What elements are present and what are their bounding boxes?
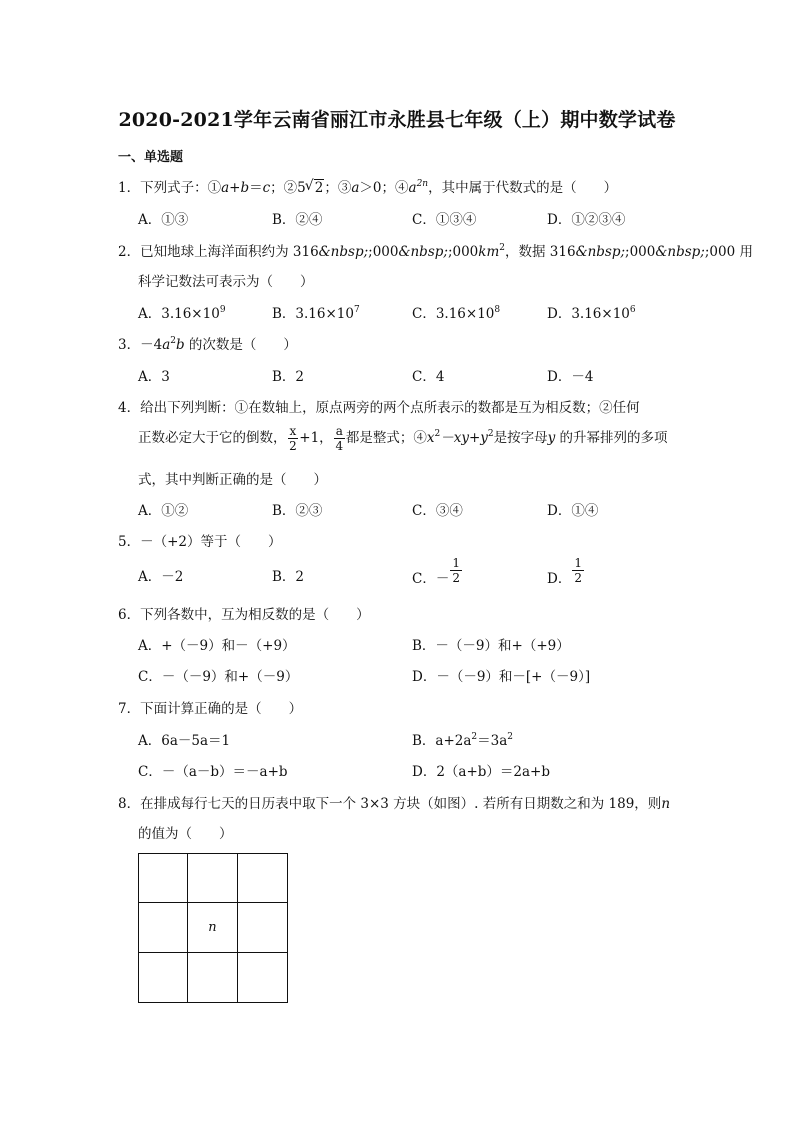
option-exp: 8 <box>494 305 501 315</box>
option-exp: 7 <box>353 305 360 315</box>
option-text: C．－ <box>412 571 450 587</box>
grid-cell-center: n <box>188 903 237 952</box>
q4-option-c[interactable]: C．③④ <box>412 503 463 519</box>
option-text: ＝3a <box>477 733 508 749</box>
q2-option-d[interactable] <box>547 302 636 322</box>
question-5 <box>118 530 282 550</box>
numerator: 1 <box>452 556 460 570</box>
plus-one: +1， <box>299 430 333 446</box>
question-text: 下列各数中，互为相反数的是（ ） <box>140 607 370 623</box>
circled-2: ② <box>283 180 298 196</box>
q6-option-c[interactable]: C．－（－9）和+（－9） <box>138 669 299 685</box>
question-4 <box>118 396 640 416</box>
option-exp: 9 <box>219 305 226 315</box>
equals-sign: ＝ <box>249 180 263 196</box>
question-4-line-2 <box>138 424 668 453</box>
q1-option-c[interactable]: C．①③④ <box>412 212 477 228</box>
q7-option-b[interactable] <box>412 729 513 749</box>
question-text: 的升幂排列的多项 <box>555 430 668 446</box>
q5-option-c[interactable] <box>412 556 463 585</box>
question-text: 给出下列判断：①在数轴上，原点两旁的两个点所表示的数都是互为相反数；②任何 <box>140 400 640 416</box>
exp: 2 <box>507 732 514 742</box>
question-3 <box>118 333 297 353</box>
q1-option-a[interactable]: A．①③ <box>138 212 189 228</box>
nbsp-entity: &nbsp; <box>575 244 626 260</box>
q3-option-d[interactable]: D．－4 <box>547 369 594 385</box>
q3-option-b[interactable]: B．2 <box>272 369 305 385</box>
question-text: ，数据 316 <box>505 244 576 260</box>
option-text: B．a+2a <box>412 733 472 749</box>
fraction-x-over-2 <box>288 424 299 453</box>
question-number: 1． <box>118 180 141 196</box>
number-part: ;000 <box>368 244 399 260</box>
section-heading: 一、单选题 <box>118 150 184 165</box>
expr-3-var: a <box>351 180 360 196</box>
nbsp-entity: &nbsp; <box>398 244 448 260</box>
denominator: 2 <box>452 571 460 585</box>
expr-2-coef: 5 <box>297 180 306 196</box>
unit-km: km <box>478 244 500 260</box>
expr-3-rel: ＞0 <box>359 180 382 196</box>
exp: 2 <box>471 732 478 742</box>
exp: 2 <box>170 336 176 346</box>
question-text: 是按字母 <box>493 430 548 446</box>
exam-title: 2020-2021学年云南省丽江市永胜县七年级（上）期中数学试卷 <box>118 109 676 131</box>
fraction-one-half <box>450 556 462 585</box>
fraction-a-over-4 <box>334 424 345 453</box>
q1-option-d[interactable]: D．①②③④ <box>547 212 626 228</box>
expr-1: a+b <box>221 180 250 196</box>
numerator: 1 <box>574 556 582 570</box>
question-number: 3． <box>118 337 141 353</box>
var-x: x <box>426 430 435 446</box>
exp: 2 <box>487 429 494 439</box>
grid-cell <box>139 953 188 1002</box>
calendar-3x3-grid <box>138 853 288 1003</box>
q4-option-a[interactable]: A．①② <box>138 503 189 519</box>
question-number: 4． <box>118 400 141 416</box>
q6-option-a[interactable]: A．+（－9）和－（+9） <box>138 638 296 654</box>
semicolon: ; <box>704 244 710 260</box>
separator: ； <box>270 180 284 196</box>
var-a: a <box>162 337 171 353</box>
number-part: ;000 <box>447 244 479 260</box>
grid-cell <box>139 854 188 903</box>
question-text: 都是整式；④ <box>345 430 427 446</box>
option-exp: 6 <box>629 305 636 315</box>
grid-cell <box>238 953 287 1002</box>
nbsp-entity: &nbsp; <box>318 244 369 260</box>
numerator: a <box>335 424 343 438</box>
option-text: A．3.16×10 <box>138 306 220 322</box>
expr-1-rhs: c <box>262 180 271 196</box>
q2-option-c[interactable] <box>412 302 500 322</box>
nbsp-entity: &nbsp; <box>655 244 705 260</box>
question-2-line-2: 科学记数法可表示为（ ） <box>138 274 314 290</box>
q1-option-b[interactable]: B．②④ <box>272 212 323 228</box>
var-y: y <box>547 430 556 446</box>
q2-option-a[interactable] <box>138 302 226 322</box>
expr-2-radicand: 2 <box>314 180 324 196</box>
coefficient: －4 <box>140 337 163 353</box>
question-1 <box>118 176 617 196</box>
circled-4: ④ <box>395 180 409 196</box>
denominator: 4 <box>335 439 344 453</box>
question-6 <box>118 603 370 623</box>
question-tail: ，其中属于代数式的是（ ） <box>428 180 618 196</box>
option-text: C．3.16×10 <box>412 306 495 322</box>
question-7 <box>118 697 302 717</box>
denominator: 2 <box>574 571 582 585</box>
question-text: 000 用 <box>709 244 753 260</box>
expr-4-base: a <box>408 180 417 196</box>
grid-cell <box>238 903 287 952</box>
numerator: x <box>289 424 297 438</box>
question-8 <box>118 792 670 812</box>
poly-terms: －xy+y <box>440 430 488 446</box>
q5-option-d[interactable] <box>547 556 585 585</box>
q4-option-b[interactable]: B．②③ <box>272 503 323 519</box>
q7-option-c[interactable]: C．－（a－b）＝－a+b <box>138 764 288 780</box>
q5-option-b[interactable]: B．2 <box>272 569 305 585</box>
sqrt-symbol <box>306 180 325 196</box>
option-text: D． <box>547 571 572 587</box>
fraction-one-half <box>572 556 584 585</box>
question-number: 7． <box>118 701 141 717</box>
q2-option-b[interactable] <box>272 302 360 322</box>
question-8-line-2: 的值为（ ） <box>138 826 233 842</box>
grid-cell <box>188 953 237 1002</box>
separator: ； <box>381 180 396 196</box>
question-number: 6． <box>118 607 141 623</box>
q3-option-c[interactable]: C．4 <box>412 369 445 385</box>
grid-cell <box>139 903 188 952</box>
question-text: 的次数是（ ） <box>184 337 297 353</box>
expr-4-exp: 2n <box>416 179 429 189</box>
unit-exp: 2 <box>499 243 505 253</box>
question-text: 下面计算正确的是（ ） <box>140 701 303 717</box>
q7-option-a[interactable]: A．6a－5a＝1 <box>138 733 231 749</box>
q6-option-d[interactable]: D．－（－9）和－[+（－9）] <box>412 669 591 685</box>
var-n: n <box>661 796 671 812</box>
question-text: －（+2）等于（ ） <box>140 534 282 550</box>
option-text: D．3.16×10 <box>547 306 630 322</box>
q3-option-a[interactable]: A．3 <box>138 369 170 385</box>
q6-option-b[interactable]: B．－（－9）和+（+9） <box>412 638 570 654</box>
question-2 <box>118 240 753 260</box>
question-text: 在排成每行七天的日历表中取下一个 3×3 方块（如图）. 若所有日期数之和为 189，则 <box>140 796 662 812</box>
q5-option-a[interactable]: A．－2 <box>138 569 184 585</box>
q7-option-d[interactable]: D．2（a+b）＝2a+b <box>412 764 551 780</box>
question-text: 已知地球上海洋面积约为 316 <box>140 244 319 260</box>
separator: ； <box>324 180 338 196</box>
question-text: 正数必定大于它的倒数， <box>138 430 287 446</box>
q4-option-d[interactable]: D．①④ <box>547 503 599 519</box>
denominator: 2 <box>289 439 297 453</box>
circled-3: ③ <box>337 180 352 196</box>
number-part: ;000 <box>625 244 656 260</box>
question-4-line-3: 式，其中判断正确的是（ ） <box>138 472 327 488</box>
exp: 2 <box>434 429 441 439</box>
question-text: 下列式子： <box>140 180 208 196</box>
grid-cell <box>188 854 237 903</box>
grid-cell <box>238 854 287 903</box>
option-text: B．3.16×10 <box>272 306 354 322</box>
var-b: b <box>175 337 185 353</box>
question-number: 8． <box>118 796 141 812</box>
question-number: 5． <box>118 534 141 550</box>
circled-1: ① <box>207 180 222 196</box>
question-number: 2． <box>118 244 141 260</box>
